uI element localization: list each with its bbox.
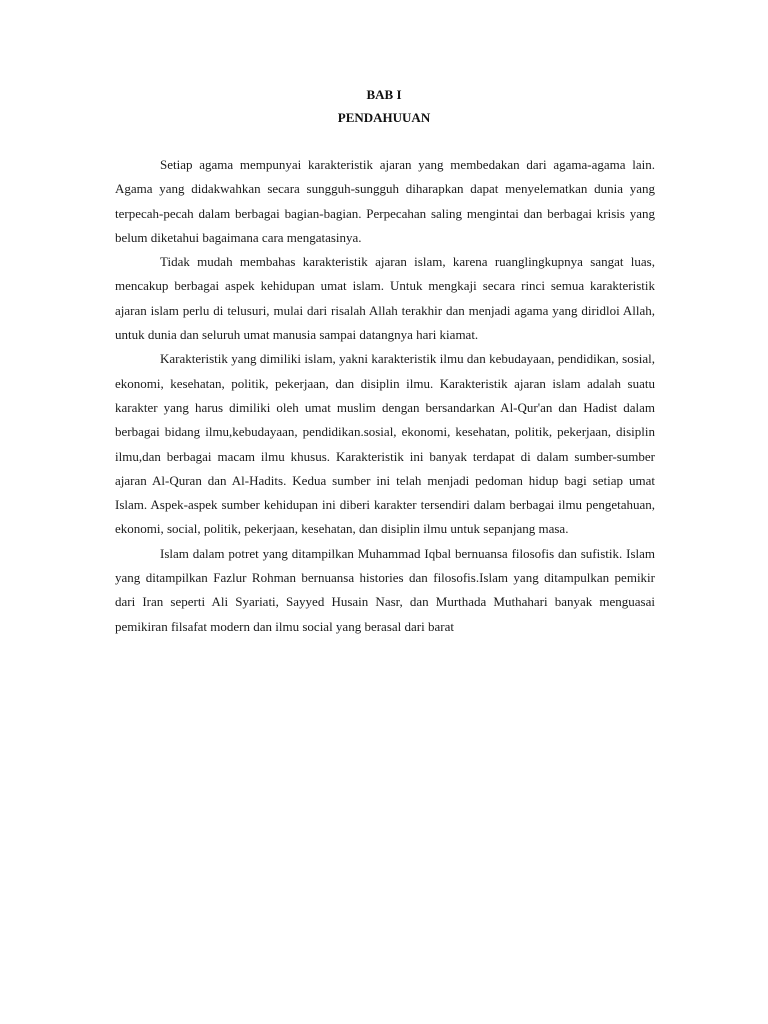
paragraph: Tidak mudah membahas karakteristik ajaran islam, karena ruanglingkupnya sangat luas, mencakup berbagai aspek kehidupan umat islam. Untuk mengkaji secara rinci semua karakteristik ajaran islam perlu di telusuri, mulai dari risalah Allah terakhir dan menjadi agama yang diridloi Allah, untuk dunia dan seluruh umat manusia sampai datangnya hari kiamat. <box>115 254 655 343</box>
document-body <box>115 153 655 639</box>
chapter-title: PENDAHUUAN <box>337 110 431 125</box>
paragraph: Setiap agama mempunyai karakteristik ajaran yang membedakan dari agama-agama lain. Agama yang didakwahkan secara sungguh-sungguh diharapkan dapat menyelematkan dunia yang terpecah-pecah dalam berbagai bagian-bagian. Perpecahan saling mengintai dan berbagai krisis yang belum diketahui bagaimana cara mengatasinya. <box>115 157 655 245</box>
paragraph: Islam dalam potret yang ditampilkan Muhammad Iqbal bernuansa filosofis dan sufistik. Islam yang ditampilkan Fazlur Rohman bernuansa histories dan filosofis.Islam yang ditampulkan pemikir dari Iran seperti Ali Syariati, Sayyed Husain Nasr, dan Murthada Muthahari banyak menguasai pemikiran filsafat modern dan ilmu social yang berasal dari barat <box>115 545 655 634</box>
chapter-heading: BAB I <box>366 87 402 102</box>
paragraph: Karakteristik yang dimiliki islam, yakni karakteristik ilmu dan kebudayaan, pendidikan, sosial, ekonomi, kesehatan, politik, pekerjaan, dan disiplin ilmu. Karakteristik ajaran islam adalah suatu karakter yang harus dimiliki oleh umat muslim dengan bersandarkan Al-Qur'an dan Hadist dalam berbagai bidang ilmu,kebudayaan, pendidikan.sosial, ekonomi, kesehatan, politik, pekerjaan, disiplin ilmu,dan berbagai macam ilmu khusus. Karakteristik ini banyak terdapat di dalam sumber-sumber ajaran Al-Quran dan Al-Hadits. Kedua sumber ini telah menjadi pedoman hidup bagi setiap umat Islam. Aspek-aspek sumber kehidupan ini diberi karakter tersendiri dalam berbagai ilmu pengetahuan, ekonomi, social, politik, pekerjaan, kesehatan, dan disiplin ilmu untuk sepanjang masa. <box>115 351 655 537</box>
